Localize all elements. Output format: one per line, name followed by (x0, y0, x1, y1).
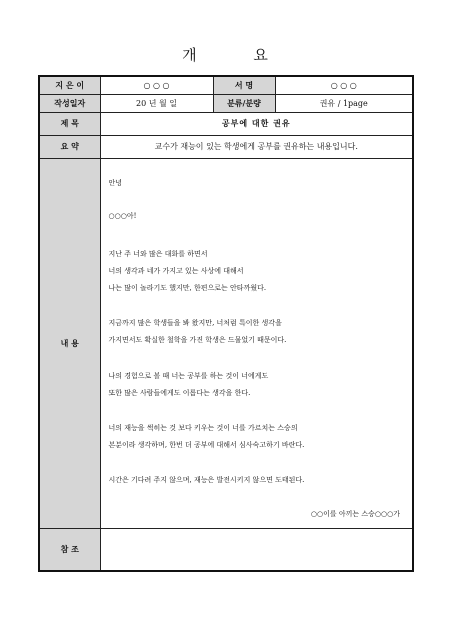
summary-value[interactable]: 교수가 재능이 있는 학생에게 공부를 권유하는 내용입니다. (100, 135, 413, 158)
letter-signature: ○○이를 아끼는 스승○○○가 (310, 509, 400, 518)
letter-line: 시간은 기다려 주지 않으며, 재능은 발전시키지 않으면 도태된다. (108, 475, 305, 484)
letter-line: 또한 많은 사람들에게도 이롭다는 생각을 한다. (108, 388, 251, 397)
category-label: 분류/분량 (213, 94, 275, 112)
document-title: 개 요 (182, 46, 294, 64)
letter-line: 지금까지 많은 학생들을 봐 왔지만, 너처럼 특이한 생각을 (108, 318, 282, 327)
reference-label: 참 조 (39, 528, 100, 571)
subject-value[interactable]: 공부에 대한 권유 (100, 112, 413, 135)
category-value[interactable]: 권유 / 1page (275, 94, 413, 112)
summary-form (38, 75, 414, 572)
author-label: 지 은 이 (39, 76, 100, 94)
signature-label: 서 명 (213, 76, 275, 94)
author-value[interactable]: ○ ○ ○ (100, 76, 213, 94)
letter-addressee: ○○○아! (108, 211, 137, 220)
signature-value[interactable]: ○ ○ ○ (275, 76, 413, 94)
letter-line: 지난 주 너와 많은 대화를 하면서 (108, 249, 208, 258)
letter-line: 본분이라 생각하며, 한번 더 공부에 대해서 심사숙고하기 바란다. (108, 440, 305, 449)
reference-value[interactable] (100, 528, 413, 571)
letter-line: 나의 경험으로 볼 때 너는 공부를 하는 것이 너에게도 (108, 371, 269, 380)
date-value[interactable]: 20 년 월 일 (100, 94, 213, 112)
subject-label: 제 목 (39, 112, 100, 135)
date-label: 작성일자 (39, 94, 100, 112)
content-body[interactable] (100, 158, 413, 528)
letter-greeting: 안녕 (108, 178, 123, 187)
letter-line: 너의 재능을 썩히는 것 보다 키우는 것이 너를 가르치는 스승의 (108, 423, 298, 432)
letter-line: 나는 많이 놀라기도 했지만, 한편으로는 안타까웠다. (108, 283, 267, 292)
summary-label: 요 약 (39, 135, 100, 158)
letter-line: 너의 생각과 네가 가지고 있는 사상에 대해서 (108, 266, 244, 275)
content-label: 내 용 (39, 158, 100, 528)
letter-line: 가지면서도 확실한 철학을 가진 학생은 드물었기 때문이다. (108, 335, 287, 344)
